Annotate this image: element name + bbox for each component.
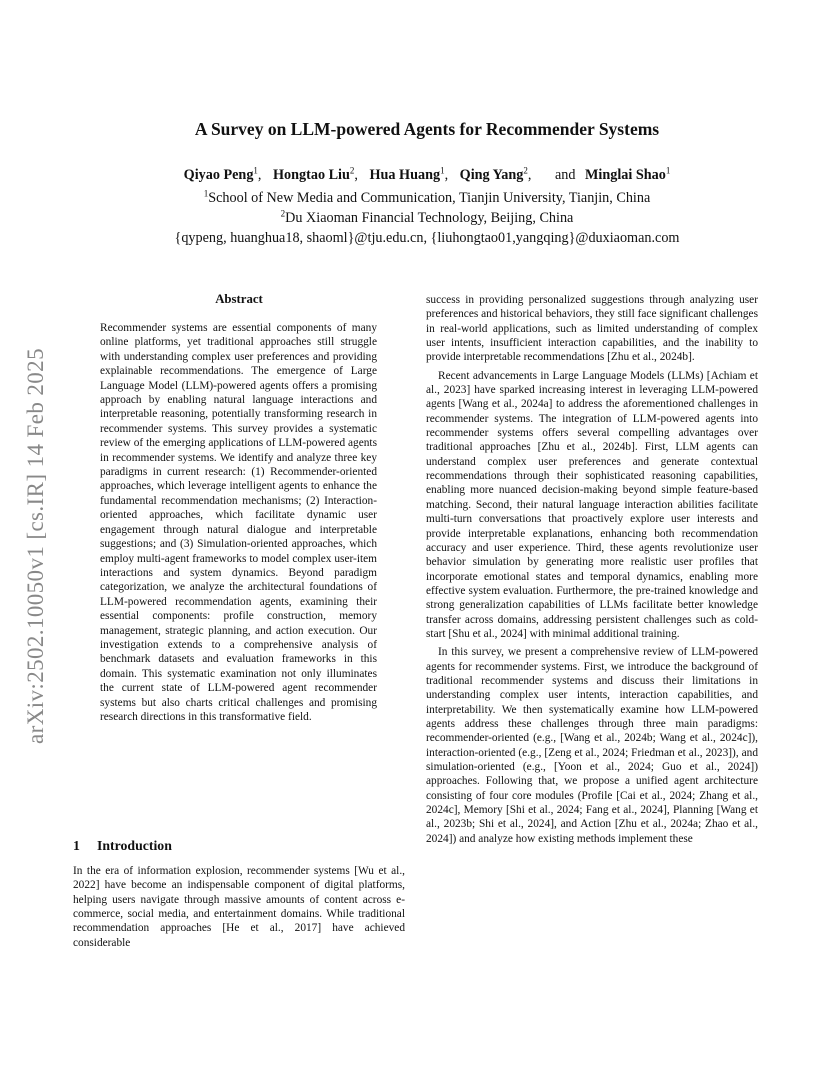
affiliation-text: School of New Media and Communication, Tianjin University, Tianjin, China	[208, 190, 651, 206]
section-title: Introduction	[97, 838, 172, 853]
affiliation-2	[90, 210, 764, 227]
abstract-text: Recommender systems are essential components of many online platforms, yet traditional approaches still struggle with understanding complex user preferences and providing explainable recommendations. The emergence of Large Language Model (LLM)-powered agents offers a promising approach by enabling natural language interactions and interpretable reasoning, potentially transforming research in recommender systems. This survey provides a systematic review of the emerging applications of LLM-powered agents in recommender systems. We identify and analyze three key paradigms in current research: (1) Recommender-oriented approaches, which leverage intelligent agents to enhance the fundamental recommendation mechanisms; (2) Interaction-oriented approaches, which facilitate dynamic user engagement through natural dialogue and interpretable suggestions; and (3) Simulation-oriented approaches, which employ multi-agent frameworks to model complex user-item interactions and system dynamics. Beyond paradigm categorization, we analyze the architectural foundations of LLM-powered recommendation agents, examining their essential components: profile construction, memory management, strategic planning, and action execution. Our investigation extends to a comprehensive analysis of benchmark datasets and evaluation frameworks in this domain. This systematic examination not only illuminates the current state of LLM-powered agent recommender systems but also charts critical challenges and promising research directions in this transformative field.	[100, 322, 377, 723]
paragraph: success in providing personalized suggestions through analyzing user preferences and historical behaviors, they still face significant challenges in real-world applications, such as limited understanding of complex user intents, insufficient interaction capabilities, and the inability to provide interpretable recommendations [Zhu et al., 2024b].	[426, 294, 758, 364]
author-name: Minglai Shao	[585, 167, 666, 183]
paragraph: In this survey, we present a comprehensive review of LLM-powered agents for recommender systems. First, we introduce the background of traditional recommender systems and discuss their limitations in understanding complex user intents, interaction capabilities, and interpretability. We then systematically examine how LLM-powered agents address these challenges through three main paradigms: recommender-oriented (e.g., [Wang et al., 2024b; Wang et al., 2024c]), interaction-oriented (e.g., [Zeng et al., 2024; Friedman et al., 2023]), and simulation-oriented (e.g., [Yoon et al., 2024; Guo et al., 2024]) approaches. Following that, we propose a unified agent architecture consisting of four core modules (Profile [Cai et al., 2024; Zhang et al., 2024c], Memory [Shi et al., 2024; Fang et al., 2024], Planning [Wang et al., 2023b; Shi et al., 2024], and Action [Zhu et al., 2024a; Zhao et al., 2024]) and analyze how existing methods implement these	[426, 646, 758, 845]
affiliation-text: Du Xiaoman Financial Technology, Beijing, China	[285, 210, 574, 226]
affiliation-1	[90, 190, 764, 207]
author-list: Qiyao Peng$^1$, Hongtao Liu$^2$, Hua Huang$^1$, Qing Yang$^2$, and Minglai Shao$^1$	[183, 165, 671, 183]
author-affiliation-mark: 1	[253, 165, 258, 176]
author-name: Hongtao Liu	[273, 167, 350, 183]
arxiv-identifier-margin	[8, 296, 64, 796]
section-heading-introduction	[73, 838, 172, 854]
author-affiliation-mark: 2	[523, 165, 528, 176]
paper-title: A Survey on LLM-powered Agents for Recommender Systems	[194, 119, 660, 139]
author-affiliation-mark: 1	[440, 165, 445, 176]
author-emails: {qypeng, huanghua18, shaoml}@tju.edu.cn, {liuhongtao01,yangqing}@duxiaoman.com	[174, 230, 680, 246]
arxiv-identifier-text: arXiv:2502.10050v1 [cs.IR] 14 Feb 2025	[23, 348, 48, 744]
author-conjunction: and	[554, 167, 576, 183]
affiliation-mark: 1	[203, 188, 209, 199]
author-name: Qing Yang	[459, 167, 524, 183]
author-affiliation-mark: 2	[349, 165, 355, 176]
introduction-left-text: In the era of information explosion, recommender systems [Wu et al., 2022] have become an indispensable component of digital platforms, helping users navigate through massive amounts of content across e-commerce, social media, and entertainment domains. While traditional recommendation approaches [He et al., 2017] have achieved considerable	[73, 865, 405, 949]
right-column	[426, 293, 758, 846]
paragraph: Recent advancements in Large Language Models (LLMs) [Achiam et al., 2023] have sparked increasing interest in leveraging LLM-powered agents [Wang et al., 2024a] to address the aforementioned challenges in recommender systems. The integration of LLM-powered agents into recommender systems offers several compelling advantages over traditional approaches [Zhu et al., 2024b]. First, LLM agents can understand complex user preferences and generate contextual recommendations through their sophisticated reasoning capabilities, enabling more nuanced decision-making beyond simple feature-based matching. Second, their natural language interaction abilities facilitate multi-turn conversations that proactively explore user interests and provide interpretable explanations, enhancing both recommendation accuracy and user experience. Third, these agents revolutionize user behavior simulation by generating more realistic user profiles that incorporate emotional states and temporal dynamics, enabling more effective system evaluation. Furthermore, the pre-trained knowledge and strong generalization capabilities of LLMs facilitate better knowledge transfer across domains, addressing persistent challenges such as cold-start [Shu et al., 2024] with minimal additional training.	[426, 369, 758, 640]
author-name: Hua Huang	[369, 167, 441, 183]
affiliation-mark: 2	[280, 208, 286, 219]
abstract-heading: Abstract	[215, 292, 263, 306]
author-affiliation-mark: 1	[665, 165, 671, 176]
author-name: Qiyao Peng	[183, 167, 254, 183]
section-number: 1	[73, 838, 80, 853]
